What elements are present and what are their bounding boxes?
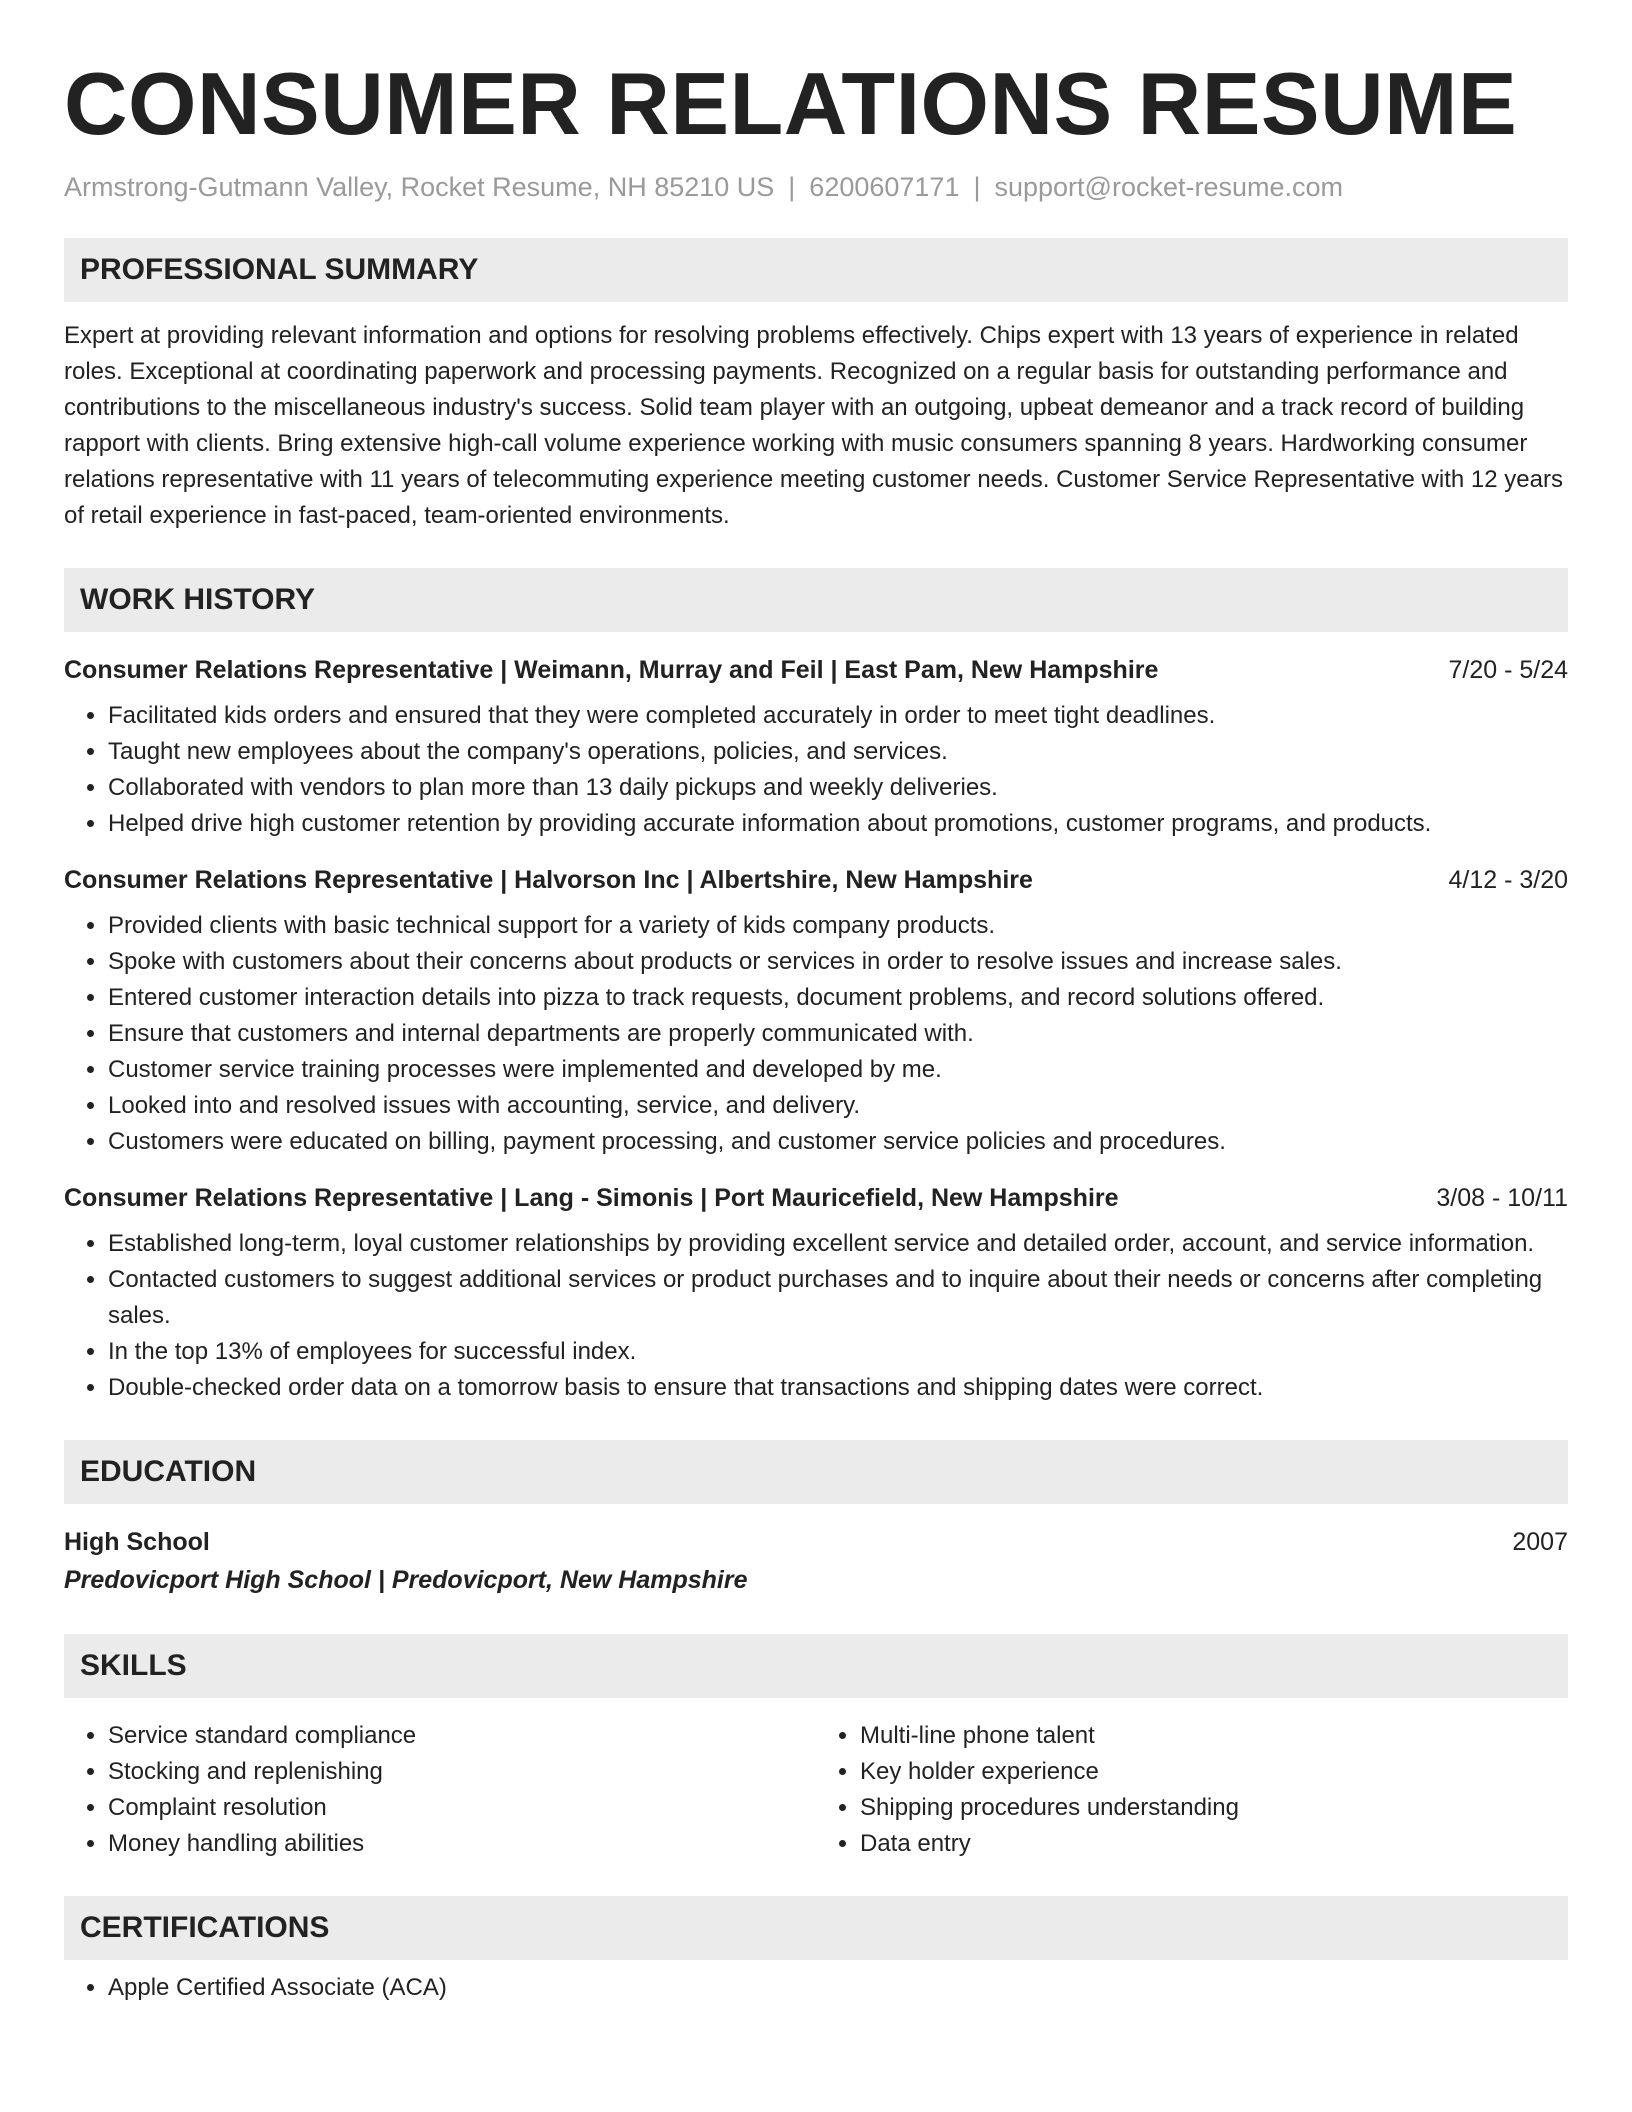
job-bullet: • Looked into and resolved issues with accounting, service, and delivery. — [108, 1088, 1568, 1124]
section-heading-certifications: CERTIFICATIONS — [64, 1896, 1568, 1960]
skill-item: • Key holder experience — [860, 1754, 1568, 1790]
job-bullet: • Collaborated with vendors to plan more than 13 daily pickups and weekly deliveries. — [108, 770, 1568, 806]
job-bullet: • Facilitated kids orders and ensured that they were completed accurately in order to meet tight deadlines. — [108, 698, 1568, 734]
job-bullets — [64, 908, 1568, 1160]
skills-list-left — [64, 1718, 816, 1862]
skill-item: • Complaint resolution — [108, 1790, 816, 1826]
job-bullet: • In the top 13% of employees for successful index. — [108, 1334, 1568, 1370]
contact-separator: | — [788, 172, 796, 202]
section-heading-summary: PROFESSIONAL SUMMARY — [64, 238, 1568, 302]
contact-separator: | — [973, 172, 981, 202]
job-title: Consumer Relations Representative | Weimann, Murray and Feil | East Pam, New Hampshire — [64, 656, 1159, 684]
job-header — [64, 1180, 1568, 1216]
education-degree: High School — [64, 1528, 210, 1556]
job-bullet: • Double-checked order data on a tomorrow basis to ensure that transactions and shipping dates were correct. — [108, 1370, 1568, 1406]
certifications-list — [64, 1970, 1568, 2006]
skill-item: • Shipping procedures understanding — [860, 1790, 1568, 1826]
skill-item: • Stocking and replenishing — [108, 1754, 816, 1790]
job-bullet: • Customers were educated on billing, payment processing, and customer service policies and procedures. — [108, 1124, 1568, 1160]
job-bullet: • Customer service training processes were implemented and developed by me. — [108, 1052, 1568, 1088]
contact-address: Armstrong-Gutmann Valley, Rocket Resume, NH 85210 US — [64, 172, 775, 202]
job-dates: 3/08 - 10/11 — [1436, 1184, 1568, 1212]
job-entry — [64, 862, 1568, 1160]
job-entry — [64, 652, 1568, 842]
section-heading-work: WORK HISTORY — [64, 568, 1568, 632]
job-bullet: • Established long-term, loyal customer relationships by providing excellent service and detailed order, account, and service information. — [108, 1226, 1568, 1262]
skills-list-right — [816, 1718, 1568, 1862]
education-school: Predovicport High School | Predovicport, New Hampshire — [64, 1566, 748, 1594]
skill-item: • Data entry — [860, 1826, 1568, 1862]
job-bullet: • Ensure that customers and internal departments are properly communicated with. — [108, 1016, 1568, 1052]
education-entry — [64, 1524, 1568, 1560]
skill-item: • Multi-line phone talent — [860, 1718, 1568, 1754]
skills-columns — [64, 1708, 1568, 1862]
job-header — [64, 862, 1568, 898]
job-dates: 4/12 - 3/20 — [1448, 866, 1568, 894]
job-bullet: • Provided clients with basic technical support for a variety of kids company products. — [108, 908, 1568, 944]
certification-item: • Apple Certified Associate (ACA) — [108, 1970, 1568, 2006]
job-header — [64, 652, 1568, 688]
job-entry — [64, 1180, 1568, 1406]
job-bullet: • Taught new employees about the company's operations, policies, and services. — [108, 734, 1568, 770]
job-bullets — [64, 698, 1568, 842]
job-dates: 7/20 - 5/24 — [1448, 656, 1568, 684]
job-bullet: • Helped drive high customer retention by providing accurate information about promotions, customer programs, and products. — [108, 806, 1568, 842]
job-title: Consumer Relations Representative | Lang - Simonis | Port Mauricefield, New Hampshire — [64, 1184, 1119, 1212]
resume-title: CONSUMER RELATIONS RESUME — [64, 54, 1518, 153]
summary-text: Expert at providing relevant information and options for resolving problems effectively. Chips expert with 13 years of experience in related roles. Exceptional at coordinating paperwork and processing payments. Recognized on a regular basis for outstanding performance and contributions to the miscellaneous industry's success. Solid team player with an outgoing, upbeat demeanor and a track record of building rapport with clients. Bring extensive high-call volume experience working with music consumers spanning 8 years. Hardworking consumer relations representative with 11 years of telecommuting experience meeting customer needs. Customer Service Representative with 12 years of retail experience in fast-paced, team-oriented environments. — [64, 322, 1563, 529]
work-history-list — [64, 652, 1568, 1406]
contact-phone: 6200607171 — [809, 172, 960, 202]
section-heading-skills: SKILLS — [64, 1634, 1568, 1698]
skill-item: • Service standard compliance — [108, 1718, 816, 1754]
contact-line — [64, 170, 1568, 204]
skill-item: • Money handling abilities — [108, 1826, 816, 1862]
job-bullet: • Contacted customers to suggest additional services or product purchases and to inquire about their needs or concerns after completing sales. — [108, 1262, 1568, 1334]
job-bullet: • Entered customer interaction details into pizza to track requests, document problems, and record solutions offered. — [108, 980, 1568, 1016]
education-year: 2007 — [1512, 1528, 1568, 1556]
job-bullet: • Spoke with customers about their concerns about products or services in order to resolve issues and increase sales. — [108, 944, 1568, 980]
job-title: Consumer Relations Representative | Halvorson Inc | Albertshire, New Hampshire — [64, 866, 1033, 894]
contact-email: support@rocket-resume.com — [994, 172, 1344, 202]
job-bullets — [64, 1226, 1568, 1406]
section-heading-education: EDUCATION — [64, 1440, 1568, 1504]
